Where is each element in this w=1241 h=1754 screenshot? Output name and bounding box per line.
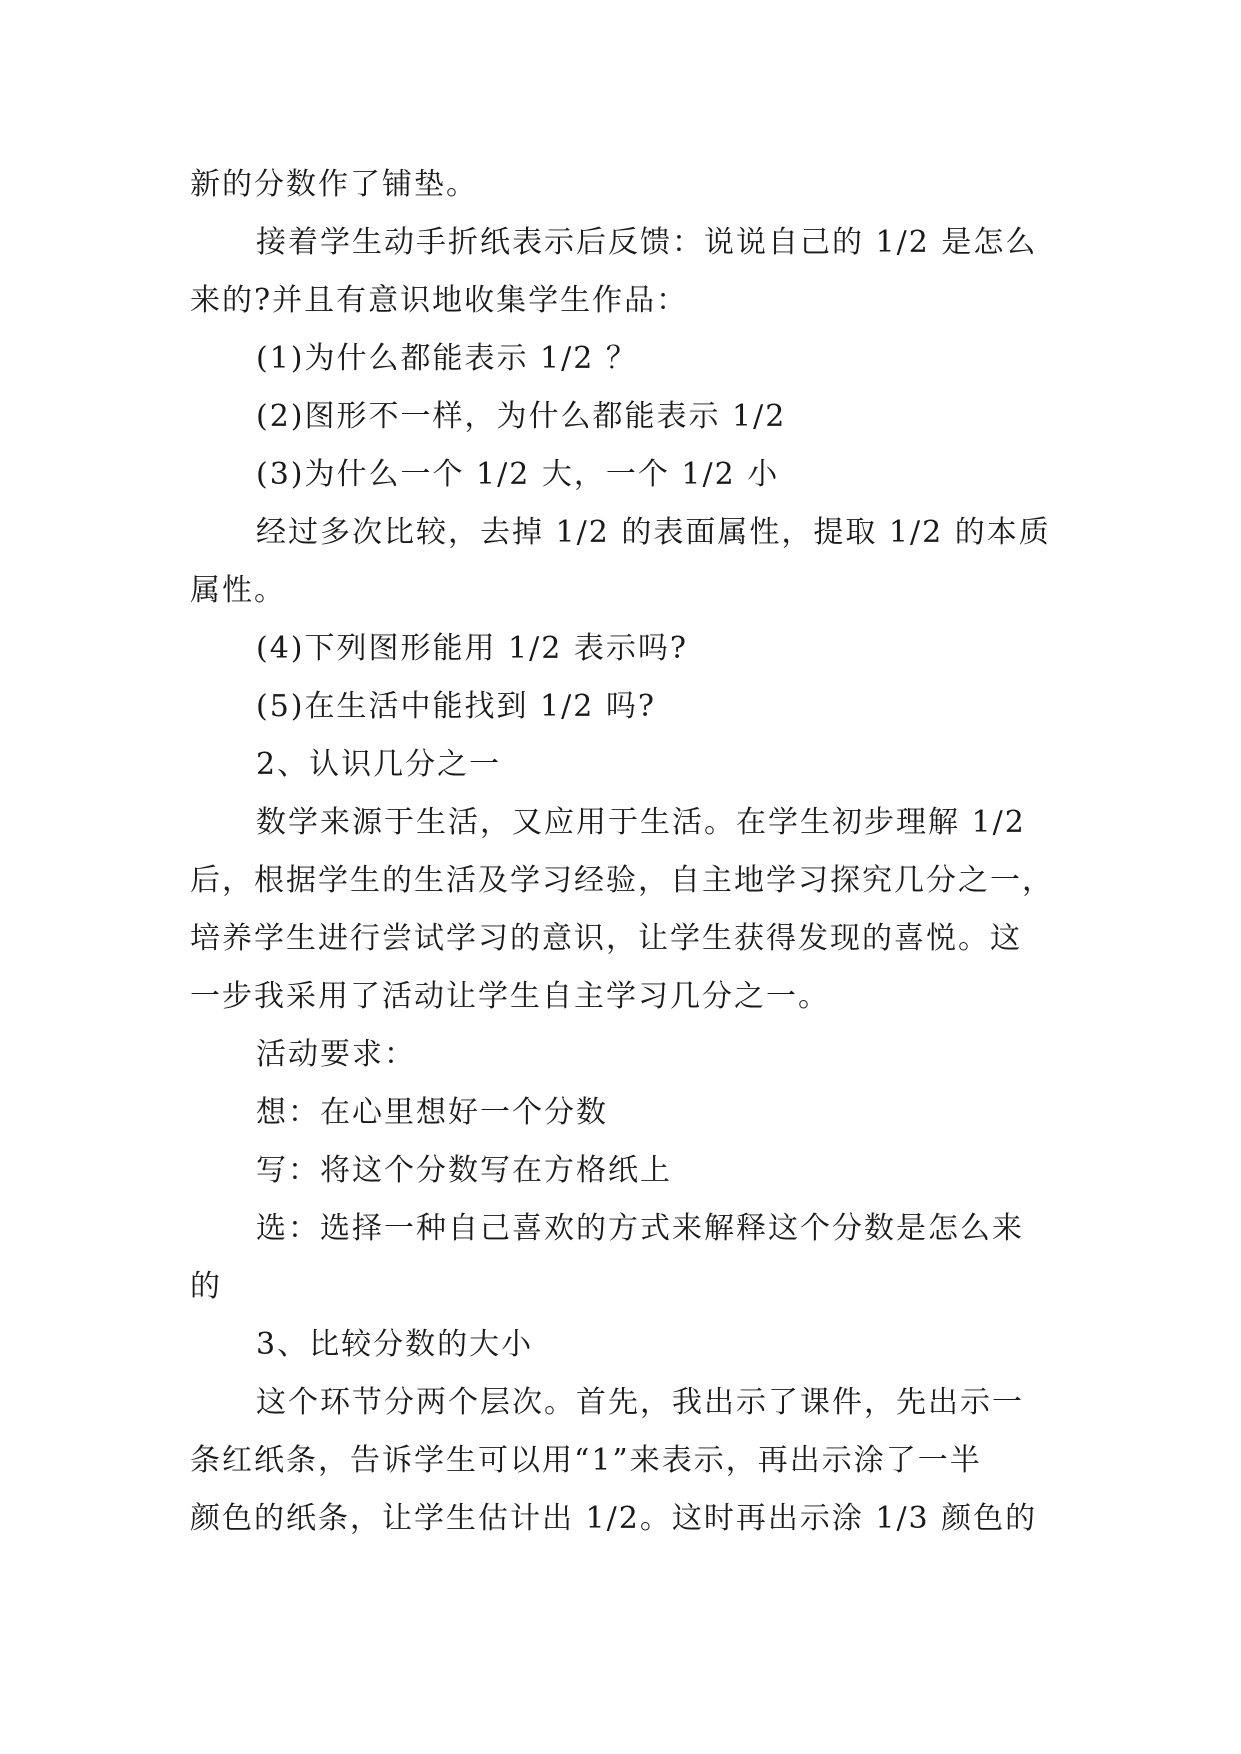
text-line: 数学来源于生活，又应用于生活。在学生初步理解 1/2 <box>256 805 1026 840</box>
list-item: (2)图形不一样，为什么都能表示 1/2 <box>256 399 787 434</box>
text-line: 接着学生动手折纸表示后反馈：说说自己的 1/2 是怎么 <box>256 225 1038 260</box>
text-line: 一步我采用了活动让学生自主学习几分之一。 <box>190 979 830 1014</box>
text-line: 条红纸条，告诉学生可以用“1”来表示，再出示涂了一半 <box>190 1443 982 1478</box>
text-line: 活动要求： <box>256 1037 416 1072</box>
list-item: (1)为什么都能表示 1/2 ？ <box>256 341 638 376</box>
text-line: 的 <box>190 1269 222 1304</box>
section-heading: 3、比较分数的大小 <box>256 1327 534 1362</box>
list-item: (4)下列图形能用 1/2 表示吗? <box>256 631 688 666</box>
text-line: 属性。 <box>190 573 286 608</box>
text-line: 新的分数作了铺垫。 <box>190 167 478 202</box>
text-line: 这个环节分两个层次。首先，我出示了课件，先出示一 <box>256 1385 1024 1420</box>
text-line: 想：在心里想好一个分数 <box>256 1095 608 1130</box>
section-heading: 2、认识几分之一 <box>256 747 502 782</box>
list-item: (3)为什么一个 1/2 大，一个 1/2 小 <box>256 457 780 492</box>
text-line: 来的?并且有意识地收集学生作品： <box>190 283 689 318</box>
text-line: 写：将这个分数写在方格纸上 <box>256 1153 672 1188</box>
text-line: 颜色的纸条，让学生估计出 1/2。这时再出示涂 1/3 颜色的 <box>190 1501 1038 1536</box>
text-line: 选：选择一种自己喜欢的方式来解释这个分数是怎么来 <box>256 1211 1024 1246</box>
text-line: 经过多次比较，去掉 1/2 的表面属性，提取 1/2 的本质 <box>256 515 1051 550</box>
list-item: (5)在生活中能找到 1/2 吗? <box>256 689 656 724</box>
text-line: 后，根据学生的生活及学习经验，自主地学习探究几分之一， <box>190 863 1054 898</box>
text-line: 培养学生进行尝试学习的意识，让学生获得发现的喜悦。这 <box>190 921 1022 956</box>
